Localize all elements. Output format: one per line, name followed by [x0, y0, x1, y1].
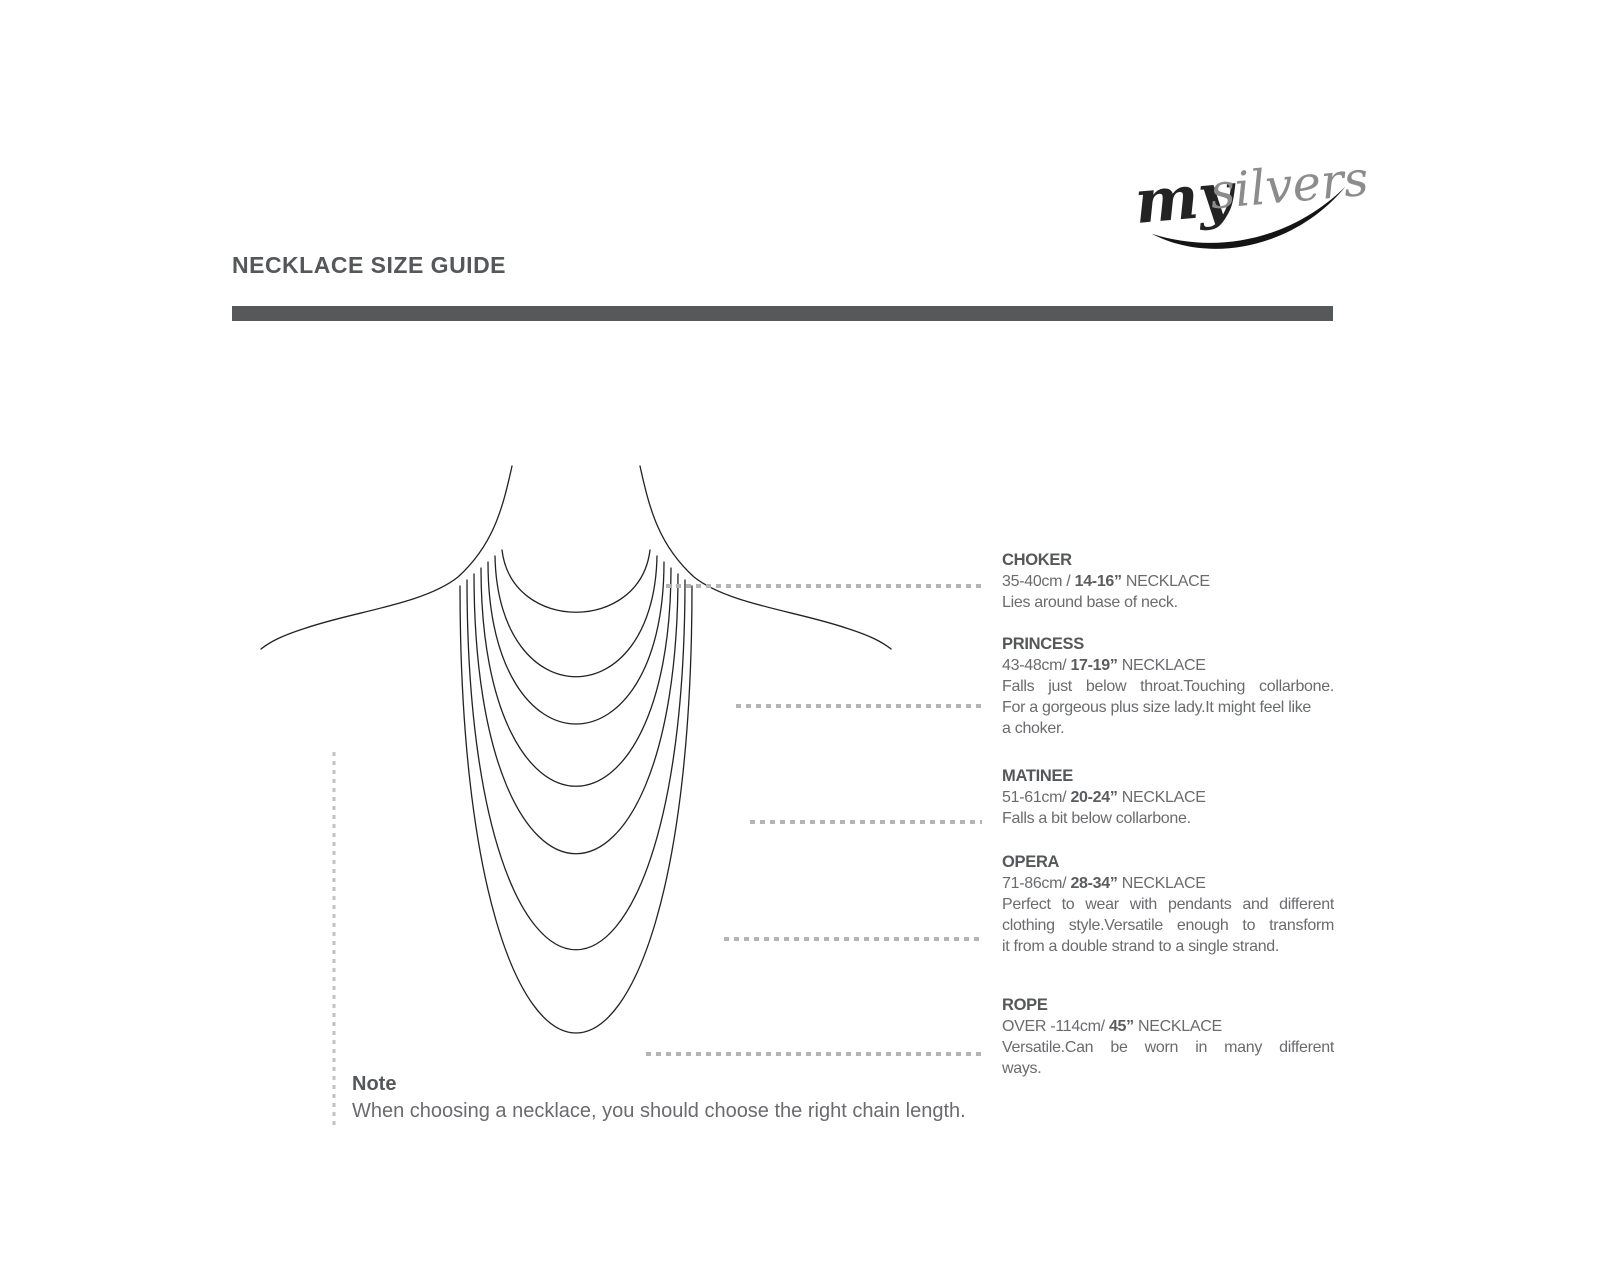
size-range: 45” — [1108, 1018, 1134, 1035]
section-name: ROPE — [1002, 996, 1048, 1014]
size-range: 14-16” — [1074, 573, 1122, 590]
section-desc-line: For a gorgeous plus size lady.It might feel like — [1002, 699, 1312, 716]
section-desc-line: Versatile.Can be worn in many different — [1002, 1039, 1334, 1056]
size-section-choker — [1002, 550, 1334, 613]
section-desc-line: Perfect to wear with pendants and different — [1002, 896, 1334, 913]
size-prefix: 71-86cm/ — [1002, 875, 1071, 892]
section-size — [1002, 655, 1334, 676]
strand-rope — [460, 586, 692, 1033]
size-section-matinee — [1002, 766, 1334, 829]
page-title: NECKLACE SIZE GUIDE — [232, 252, 507, 278]
section-desc-line: Falls a bit below collarbone. — [1002, 810, 1191, 827]
size-range: 17-19” — [1070, 657, 1118, 674]
section-desc-line: Lies around base of neck. — [1002, 594, 1178, 611]
section-name: OPERA — [1002, 853, 1060, 871]
size-section-opera — [1002, 852, 1334, 957]
size-suffix: NECKLACE — [1121, 573, 1210, 590]
size-range: 28-34” — [1070, 875, 1118, 892]
neck-right-line — [640, 466, 891, 649]
logo-my-text: my — [1131, 159, 1237, 238]
section-size — [1002, 873, 1334, 894]
size-prefix: 43-48cm/ — [1002, 657, 1071, 674]
strand-choker — [502, 550, 650, 612]
section-desc-line: it from a double strand to a single strand. — [1002, 938, 1280, 955]
section-size — [1002, 571, 1334, 592]
size-suffix: NECKLACE — [1133, 1018, 1222, 1035]
size-suffix: NECKLACE — [1117, 875, 1206, 892]
section-name: CHOKER — [1002, 551, 1072, 569]
section-desc-line: ways. — [1002, 1060, 1042, 1077]
section-name: PRINCESS — [1002, 635, 1084, 653]
size-section-princess — [1002, 634, 1334, 739]
section-desc-line: clothing style.Versatile enough to transform — [1002, 917, 1334, 934]
size-prefix: 51-61cm/ — [1002, 789, 1071, 806]
size-section-rope — [1002, 995, 1334, 1079]
neck-left-line — [261, 466, 512, 649]
brand-logo — [1132, 148, 1373, 256]
section-size — [1002, 787, 1334, 808]
logo-silvers-text: silvers — [1207, 150, 1371, 221]
size-prefix: 35-40cm / — [1002, 573, 1075, 590]
section-desc-line: a choker. — [1002, 720, 1065, 737]
note-title: Note — [352, 1073, 397, 1095]
size-prefix: OVER -114cm/ — [1002, 1018, 1109, 1035]
note-text: When choosing a necklace, you should choose the right chain length. — [352, 1100, 966, 1122]
strand-3 — [488, 562, 664, 724]
size-range: 20-24” — [1070, 789, 1118, 806]
strand-opera — [467, 580, 685, 950]
size-suffix: NECKLACE — [1117, 789, 1206, 806]
section-name: MATINEE — [1002, 767, 1073, 785]
size-suffix: NECKLACE — [1117, 657, 1206, 674]
section-desc-line: Falls just below throat.Touching collarbone. — [1002, 678, 1334, 695]
strand-princess — [495, 556, 657, 677]
section-size — [1002, 1016, 1334, 1037]
